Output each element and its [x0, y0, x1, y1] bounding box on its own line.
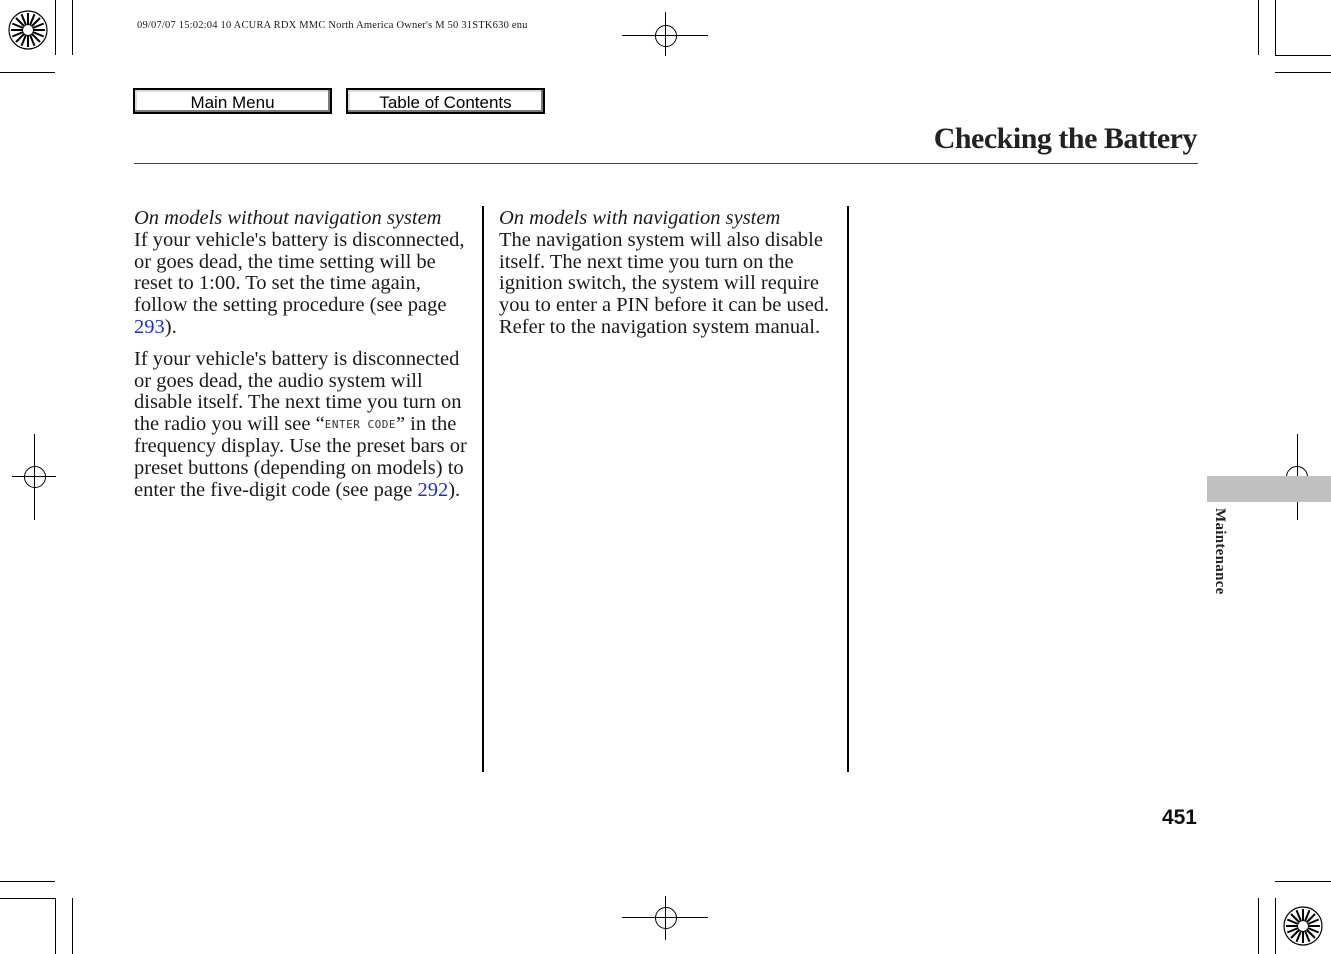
starburst-mark-bottom-right: [1283, 906, 1323, 946]
paragraph-navigation-pin: The navigation system will also disable itself. The next time you turn on the ignition switch, the system will require you to enter a PIN before it can be used. Refer to the navigation system manual.: [499, 228, 830, 338]
column-divider: [847, 206, 849, 772]
paragraph-text: If your vehicle's battery is disconnected or goes dead, the audio system will disable itself. The next time you turn on the radio you will see “: [134, 347, 462, 436]
column-divider: [482, 206, 484, 772]
column-with-navigation: [499, 208, 835, 349]
title-divider: [134, 163, 1198, 164]
paragraph-end: ).: [164, 315, 177, 338]
page-link-292[interactable]: 292: [417, 478, 449, 501]
paragraph-text: ” in the frequency display. Use the preset bars or preset buttons (depending on models) to enter the five-digit code (see page: [134, 413, 467, 501]
page-number: 451: [1161, 806, 1197, 829]
starburst-mark-top-left: [8, 10, 48, 50]
table-of-contents-button[interactable]: Table of Contents: [346, 88, 545, 114]
page-link-293[interactable]: 293: [134, 315, 165, 338]
paragraph-time-reset: [134, 230, 470, 339]
paragraph-audio-code: [134, 349, 470, 502]
section-tab-marker: [1207, 476, 1331, 502]
subheading-without-navigation: On models without navigation system: [134, 207, 442, 229]
enter-code-display: ENTER CODE: [324, 418, 396, 432]
subheading-with-navigation: On models with navigation system: [499, 207, 781, 229]
section-label: Maintenance: [1212, 508, 1228, 595]
main-menu-button[interactable]: Main Menu: [133, 88, 332, 114]
column-without-navigation: [134, 208, 470, 511]
print-metadata: 09/07/07 15:02:04 10 ACURA RDX MMC North America Owner's M 50 31STK630 enu: [137, 20, 528, 31]
paragraph-text: If your vehicle's battery is disconnected, or goes dead, the time setting will be reset to 1:00. To set the time again, follow the setting procedure (see page: [134, 228, 465, 317]
paragraph-end: ).: [448, 478, 461, 501]
page-title: Checking the Battery: [933, 122, 1197, 155]
